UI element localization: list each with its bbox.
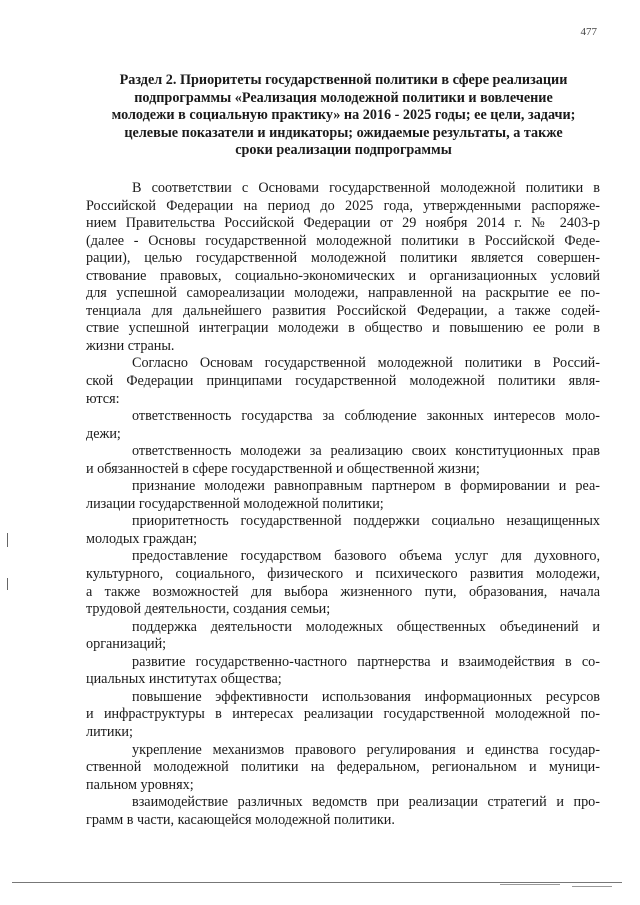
principle-item (86, 478, 600, 513)
principle-item (86, 654, 600, 689)
text-line: литики; (86, 723, 133, 740)
principle-item (86, 513, 600, 548)
text-line: Согласно Основам государственной молодежной политики в Россий- (132, 355, 600, 372)
text-line: (далее - Основы государственной молодежной политики в Российской Феде- (86, 232, 600, 249)
text-line: В соответствии с Основами государственной молодежной политики в (132, 180, 600, 196)
principle-item (86, 794, 600, 829)
text-line: ствование правовых, социально-экономических и организационных условий (86, 267, 600, 284)
principle-item (86, 742, 600, 795)
scan-bottom-mark (572, 886, 612, 887)
text-line: повышение эффективности использования информационных ресурсов (132, 688, 600, 705)
heading-line: молодежи в социальную практику» на 2016 - 2025 годы; ее цели, задачи; (111, 107, 576, 124)
text-line: признание молодежи равноправным партнером в формировании и реа- (132, 478, 600, 495)
text-line: поддержка деятельности молодежных общественных объединений и (132, 618, 600, 635)
text-line: тенциала для дальнейшего развития Российской Федерации, а также содей- (86, 302, 600, 319)
text-line: для успешной самореализации молодежи, направленной на раскрытие ее по- (86, 285, 600, 302)
heading-line: Раздел 2. Приоритеты государственной политики в сфере реализации (119, 72, 568, 88)
text-line: лизации государственной молодежной политики; (86, 495, 384, 512)
principle-item (86, 443, 600, 478)
text-line: и обязанностей в сфере государственной и общественной жизни; (86, 460, 480, 477)
paragraph-principles-intro (86, 355, 600, 408)
scan-bottom-edge (12, 882, 622, 883)
section-heading (86, 72, 601, 160)
text-line: и инфраструктуры в интересах реализации государственной молодежной по- (86, 706, 600, 723)
page-number: 477 (580, 26, 597, 38)
heading-line: целевые показатели и индикаторы; ожидаемые результаты, а также (124, 124, 563, 141)
text-line: ются: (86, 390, 120, 407)
heading-line: сроки реализации подпрограммы (235, 142, 452, 159)
text-line: Российской Федерации на период до 2025 года, утвержденными распоряже- (86, 197, 600, 214)
text-line: ственной молодежной политики на федеральном, региональном и муници- (86, 759, 600, 776)
principle-item (86, 689, 600, 742)
text-line: ответственность государства за соблюдение законных интересов моло- (132, 408, 600, 425)
text-line: а также возможностей для выбора жизненного пути, образования, начала (86, 583, 600, 600)
document-body (86, 180, 600, 829)
text-line: дежи; (86, 425, 121, 442)
text-line: молодых граждан; (86, 530, 198, 547)
text-line: жизни страны. (86, 337, 175, 354)
text-line: нием Правительства Российской Федерации от 29 ноября 2014 г. № 2403-р (86, 215, 600, 232)
scan-bottom-mark (500, 884, 560, 885)
text-line: пальном уровнях; (86, 776, 194, 793)
text-line: укрепление механизмов правового регулирования и единства государ- (132, 741, 600, 758)
text-line: ской Федерации принципами государственной молодежной политики явля- (86, 373, 600, 390)
scan-margin-mark (7, 533, 8, 547)
text-line: ответственность молодежи за реализацию своих конституционных прав (132, 443, 600, 460)
text-line: взаимодействие различных ведомств при реализации стратегий и про- (132, 794, 600, 811)
text-line: организаций; (86, 636, 167, 653)
text-line: трудовой деятельности, создания семьи; (86, 601, 331, 618)
heading-line: подпрограммы «Реализация молодежной политики и вовлечение (134, 89, 553, 106)
principle-item (86, 619, 600, 654)
text-line: ствие успешной интеграции молодежи в общество и повышению ее роли в (86, 320, 600, 337)
principle-item (86, 548, 600, 618)
paragraph-intro (86, 180, 600, 355)
principle-item (86, 408, 600, 443)
text-line: циальных институтах общества; (86, 671, 282, 688)
text-line: грамм в части, касающейся молодежной политики. (86, 811, 395, 828)
text-line: приоритетность государственной поддержки социально незащищенных (132, 513, 600, 530)
text-line: рации), целью государственной молодежной политики является совершен- (86, 250, 600, 267)
text-line: предоставление государством базового объема услуг для духовного, (132, 548, 600, 565)
text-line: культурного, социального, физического и психического развития молодежи, (86, 566, 600, 583)
scan-margin-mark (7, 578, 8, 590)
text-line: развитие государственно-частного партнерства и взаимодействия в со- (132, 653, 600, 670)
